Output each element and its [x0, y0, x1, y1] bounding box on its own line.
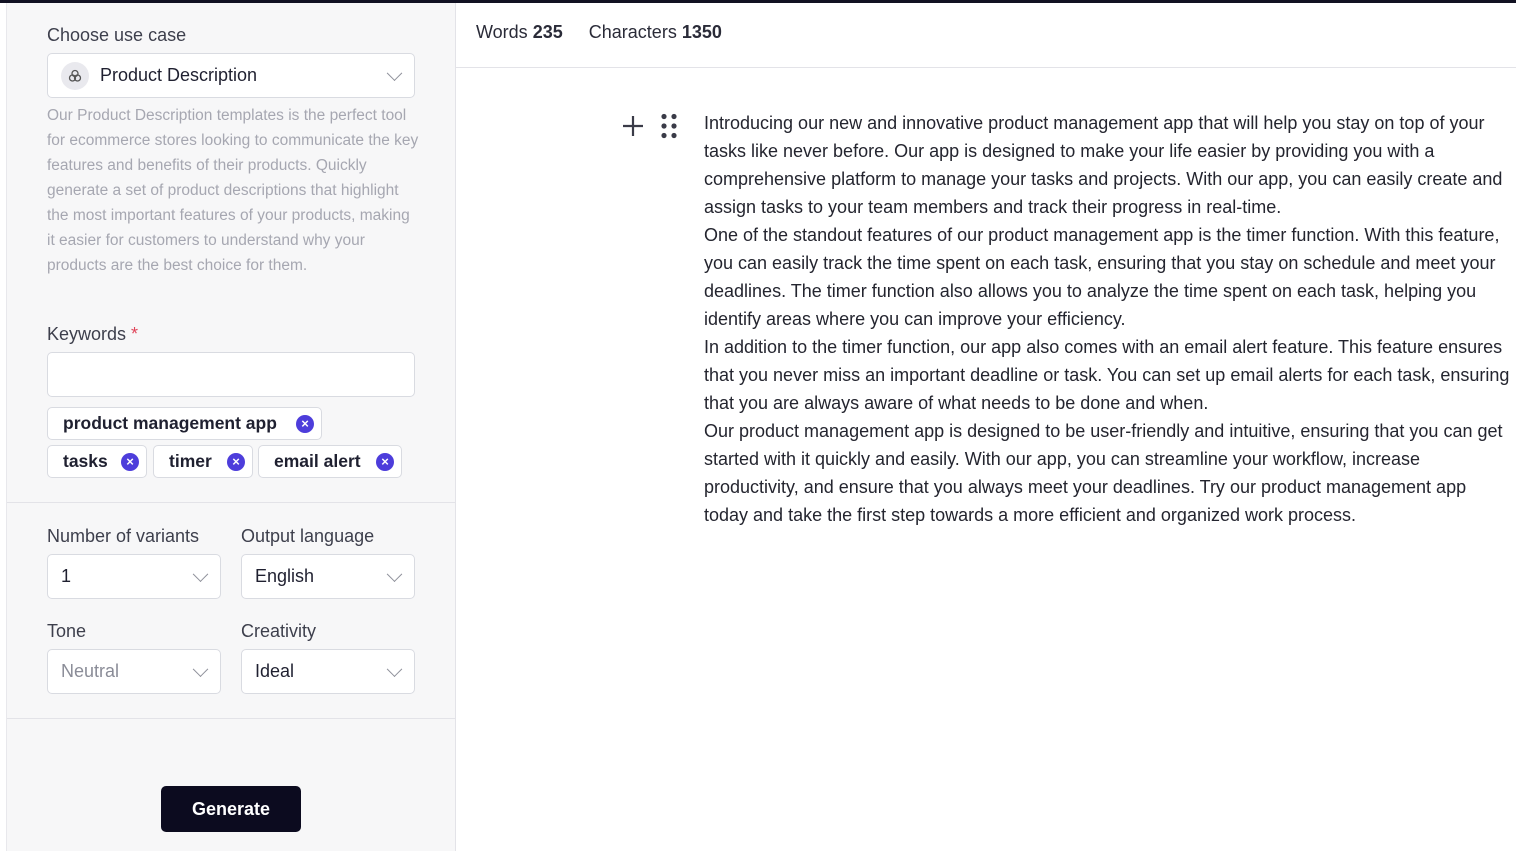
keyword-chip [153, 445, 253, 478]
settings-sidebar [6, 3, 456, 851]
remove-keyword-icon[interactable]: × [296, 415, 314, 433]
chevron-down-icon [387, 65, 403, 81]
keywords-input[interactable] [47, 352, 415, 397]
remove-keyword-icon[interactable]: × [376, 453, 394, 471]
section-divider [7, 502, 456, 503]
creativity-value: Ideal [255, 661, 295, 681]
language-select[interactable] [241, 554, 415, 599]
editor-content[interactable] [704, 109, 1512, 529]
keyword-chip-label: timer [169, 451, 212, 471]
tone-label: Tone [47, 621, 87, 641]
editor-paragraph[interactable]: One of the standout features of our product management app is the timer function. With this feature, you can easily track the time spent on each task, ensuring that you stay on schedule and meet your deadlines. The timer function also allows you to analyze the time spent on each task, helping you identify areas where you can improve your efficiency. [704, 225, 1500, 329]
variants-label: Number of variants [47, 526, 200, 546]
keywords-label [47, 324, 138, 345]
remove-keyword-icon[interactable]: × [121, 453, 139, 471]
required-mark: * [131, 324, 139, 344]
keyword-chip [47, 445, 147, 478]
generate-button[interactable]: Generate [161, 786, 301, 832]
creativity-label: Creativity [241, 621, 317, 641]
chevron-down-icon [193, 566, 209, 582]
section-divider [7, 718, 456, 719]
tone-select[interactable] [47, 649, 221, 694]
header-divider [456, 67, 1516, 68]
chevron-down-icon [387, 566, 403, 582]
language-label: Output language [241, 526, 375, 546]
tone-value: Neutral [61, 661, 120, 681]
chevron-down-icon [387, 661, 403, 677]
editor-paragraph[interactable]: In addition to the timer function, our app also comes with an email alert feature. This feature ensures that you never miss an important deadline or task. You can set up email alerts for each task, ensuring that you are always aware of what needs to be done and when. [704, 337, 1510, 413]
use-case-label: Choose use case [47, 25, 187, 45]
editor-paragraph[interactable]: Introducing our new and innovative product management app that will help you stay on top of your tasks like never before. Our app is designed to make your life easier by providing you with a comprehensive platform to manage your tasks and projects. With our app, you can easily create and assign tasks to your team members and track their progress in real-time. [704, 113, 1503, 217]
use-case-value: Product Description [100, 65, 258, 85]
drag-handle-icon[interactable] [660, 113, 678, 139]
chevron-down-icon [193, 661, 209, 677]
keywords-label-text: Keywords [47, 324, 127, 344]
characters-count: 1350 [681, 22, 722, 42]
product-icon [61, 62, 89, 90]
keyword-chip-label: product management app [63, 413, 277, 433]
variants-select[interactable] [47, 554, 221, 599]
words-count: 235 [532, 22, 563, 42]
editor-paragraph[interactable]: Our product management app is designed to be user-friendly and intuitive, ensuring that you can get started with it quickly and easily. With our app, you can streamline your workflow, increase productivity, and ensure that you always meet your deadlines. Try our product management app today and take the first step towards a more efficient and organized work process. [704, 421, 1503, 525]
keyword-chip [258, 445, 402, 478]
language-value: English [255, 566, 315, 586]
document-stats [476, 22, 722, 43]
keyword-chip [47, 407, 322, 440]
use-case-description: Our Product Description templates is the perfect tool for ecommerce stores looking to communicate the key features and benefits of their products. Quickly generate a set of product descriptions that highlight the most important features of your products, making it easier for customers to understand why your products are the best choice for them. [47, 107, 419, 274]
keyword-chip-label: tasks [63, 451, 108, 471]
words-label: Words [476, 22, 528, 42]
keyword-chip-label: email alert [274, 451, 361, 471]
add-block-icon[interactable] [621, 114, 645, 138]
creativity-select[interactable] [241, 649, 415, 694]
use-case-select[interactable] [47, 53, 415, 98]
variants-value: 1 [61, 566, 72, 586]
characters-label: Characters [588, 22, 677, 42]
remove-keyword-icon[interactable]: × [227, 453, 245, 471]
